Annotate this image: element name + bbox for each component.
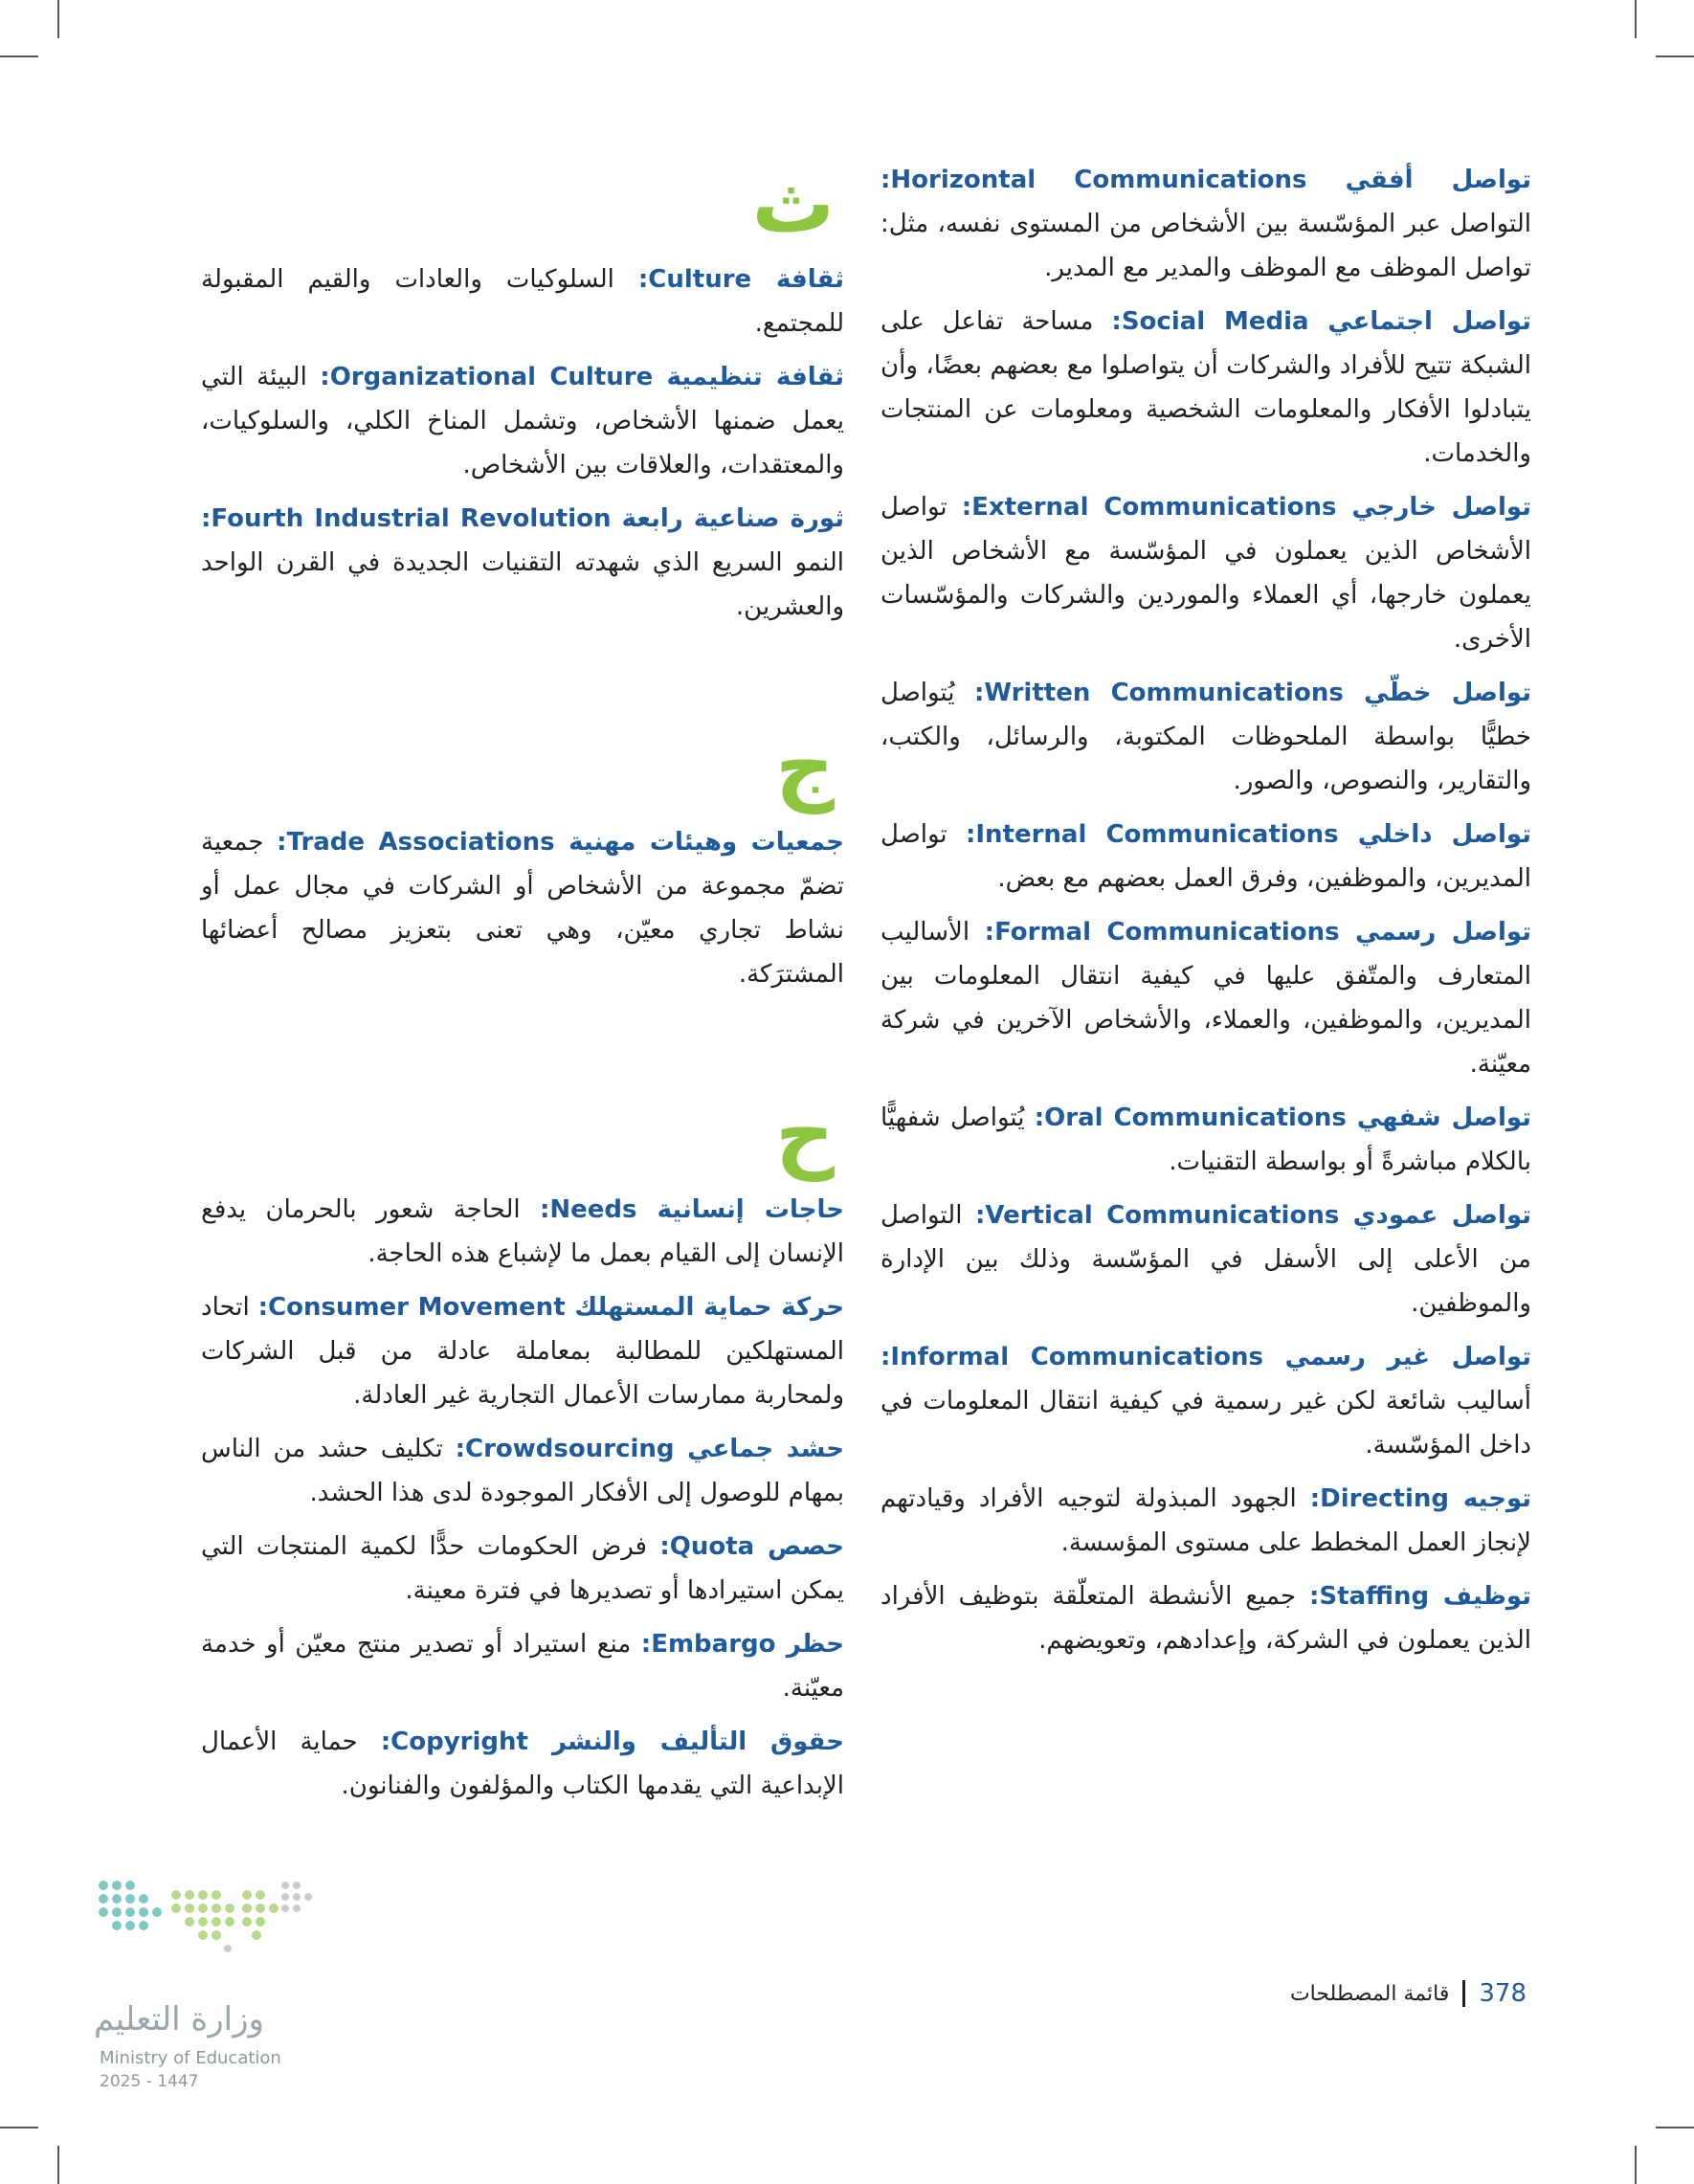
entry-term: تواصل رسمي Formal Communications: (984, 918, 1531, 947)
entry-definition: جمعية تضمّ مجموعة من الأشخاص أو الشركات في مجال عمل أو نشاط تجاري معيّن، وهي تعنى بتعزيز مصالح أعضائها المشترَكة. (201, 828, 844, 989)
glossary-entry (880, 158, 1531, 290)
glossary-entry (880, 813, 1531, 901)
footer-divider (1462, 1980, 1465, 2007)
entry-definition: فرض الحكومات حدًّا لكمية المنتجات التي يمكن استيرادها أو تصديرها في فترة معينة. (201, 1532, 844, 1605)
entry-term: توجيه Directing: (1309, 1484, 1532, 1513)
entry-term: حشد جماعي Crowdsourcing: (455, 1435, 844, 1463)
glossary-entry (201, 1525, 844, 1613)
glossary-entry (201, 1427, 844, 1515)
glossary-entry (201, 1285, 844, 1417)
entry-term: توظيف Staffing: (1308, 1582, 1531, 1611)
section-letter-ha: ح (775, 1086, 835, 1182)
glossary-entry (880, 1477, 1531, 1565)
glossary-entry (880, 671, 1531, 803)
entry-term: تواصل شفهي Oral Communications: (1034, 1103, 1531, 1132)
entry-definition: اتحاد المستهلكين للمطالبة بمعاملة عادلة من قبل الشركات ولمحاربة ممارسات الأعمال التجارية غير العادلة. (201, 1293, 844, 1410)
glossary-entry (880, 300, 1531, 476)
left-column (201, 158, 844, 1817)
section-letter-jim: ج (775, 719, 835, 814)
entry-term: ثقافة Culture: (637, 265, 844, 294)
entry-term: تواصل خارجي External Communications: (961, 493, 1531, 522)
entry-definition: التواصل من الأعلى إلى الأسفل في المؤسّسة وذلك بين الإدارة والموظفين. (880, 1201, 1531, 1318)
entry-term: تواصل عمودي Vertical Communications: (974, 1201, 1532, 1230)
entry-definition: السلوكيات والعادات والقيم المقبولة للمجتمع. (201, 265, 844, 338)
entry-definition: منع استيراد أو تصدير منتج معيّن أو خدمة معيّنة. (201, 1630, 844, 1703)
entry-definition: تواصل الأشخاص الذين يعملون في المؤسّسة مع الأشخاص الذين يعملون خارجها، أي العملاء والموردين والشركات والمؤسّسات الأخرى. (880, 493, 1531, 654)
entry-definition: الجهود المبذولة لتوجيه الأفراد وقيادتهم لإنجاز العمل المخطط على مستوى المؤسسة. (880, 1484, 1531, 1557)
entry-definition: يُتواصل شفهيًّا بالكلام مباشرةً أو بواسطة التقنيات. (880, 1103, 1531, 1176)
glossary-entry (880, 910, 1531, 1086)
glossary-entry (201, 497, 844, 629)
entry-term: حقوق التأليف والنشر Copyright: (380, 1727, 845, 1756)
page-footer (1290, 1979, 1527, 2008)
glossary-entry (880, 1574, 1531, 1662)
glossary-entry (201, 1720, 844, 1808)
glossary-entry (201, 1622, 844, 1710)
entry-definition: أساليب شائعة لكن غير رسمية في كيفية انتقال المعلومات في داخل المؤسّسة. (880, 1387, 1531, 1460)
entry-term: تواصل أفقي Horizontal Communications: (880, 166, 1531, 194)
glossary-entry (201, 257, 844, 345)
crop-mark (0, 2127, 38, 2128)
entry-term: تواصل خطّي Written Communications: (973, 679, 1531, 707)
glossary-entry (880, 1193, 1531, 1326)
entry-definition: يُتواصل خطيًّا بواسطة الملحوظات المكتوبة، والرسائل، والكتب، والتقارير، والنصوص، والصور. (880, 679, 1531, 795)
crop-mark (57, 0, 59, 38)
entry-term: تواصل داخلي Internal Communications: (965, 820, 1531, 849)
entry-term: حظر Embargo: (640, 1630, 844, 1659)
entry-term: حركة حماية المستهلك Consumer Movement: (257, 1293, 844, 1322)
glossary-entry (201, 820, 844, 996)
crop-mark (0, 56, 38, 57)
ministry-name-arabic: وزارة التعليم (94, 2000, 264, 2039)
entry-term: حاجات إنسانية Needs: (539, 1195, 844, 1224)
entry-definition: البيئة التي يعمل ضمنها الأشخاص، وتشمل المناخ الكلي، والسلوكيات، والمعتقدات، والعلاقات بين الأشخاص. (201, 363, 844, 479)
page-number: 378 (1479, 1979, 1527, 2008)
entry-definition: جميع الأنشطة المتعلّقة بتوظيف الأفراد الذين يعملون في الشركة، وإعدادهم، وتعويضهم. (880, 1582, 1531, 1655)
ministry-logo-dots-icon (94, 1876, 343, 1991)
entry-definition: تكليف حشد من الناس بمهام للوصول إلى الأفكار الموجودة لدى هذا الحشد. (201, 1435, 844, 1507)
entry-term: تواصل غير رسمي Informal Communications: (880, 1343, 1532, 1371)
glossary-entry (880, 485, 1531, 661)
glossary-entry (880, 1335, 1531, 1467)
crop-mark (57, 2146, 59, 2184)
crop-mark (1635, 2146, 1637, 2184)
entry-definition: النمو السريع الذي شهدته التقنيات الجديدة في القرن الواحد والعشرين. (201, 548, 844, 621)
entry-definition: الأساليب المتعارف والمتّفق عليها في كيفية انتقال المعلومات بين المديرين، والموظفين، والعملاء، والأشخاص الآخرين في شركة معيّنة. (880, 918, 1531, 1079)
crop-mark (1656, 2127, 1694, 2128)
ministry-name-english: Ministry of Education (100, 2048, 281, 2068)
entry-definition: التواصل عبر المؤسّسة بين الأشخاص من المستوى نفسه، مثل: تواصل الموظف مع الموظف والمدير مع المدير. (880, 210, 1531, 282)
entry-term: ثقافة تنظيمية Organizational Culture: (320, 363, 844, 391)
entry-term: ثورة صناعية رابعة Fourth Industrial Revolution: (201, 504, 844, 533)
ministry-logo (94, 1876, 352, 2096)
entry-definition: الحاجة شعور بالحرمان يدفع الإنسان إلى القيام بعمل ما لإشباع هذه الحاجة. (201, 1195, 844, 1268)
glossary-entry (201, 1188, 844, 1276)
entry-term: حصص Quota: (659, 1532, 845, 1561)
section-letter-tha: ث (751, 156, 835, 252)
section-title: قائمة المصطلحات (1289, 1981, 1450, 2006)
entry-definition: حماية الأعمال الإبداعية التي يقدمها الكتاب والمؤلفون والفنانون. (201, 1727, 844, 1800)
entry-term: جمعيات وهيئات مهنية Trade Associations: (277, 828, 844, 857)
entry-definition: تواصل المديرين، والموظفين، وفرق العمل بعضهم مع بعض. (880, 820, 1531, 893)
glossary-entry (880, 1096, 1531, 1184)
entry-definition: مساحة تفاعل على الشبكة تتيح للأفراد والشركات أن يتواصلوا مع بعضهم بعضًا، وأن يتبادلوا الأفكار والمعلومات الشخصية ومعلومات عن المنتجات والخدمات. (880, 307, 1531, 468)
right-column (880, 158, 1531, 1672)
crop-mark (1656, 56, 1694, 57)
crop-mark (1635, 0, 1637, 38)
ministry-year: 2025 - 1447 (100, 2072, 199, 2091)
entry-term: تواصل اجتماعي Social Media: (1111, 307, 1531, 336)
glossary-entry (201, 355, 844, 487)
